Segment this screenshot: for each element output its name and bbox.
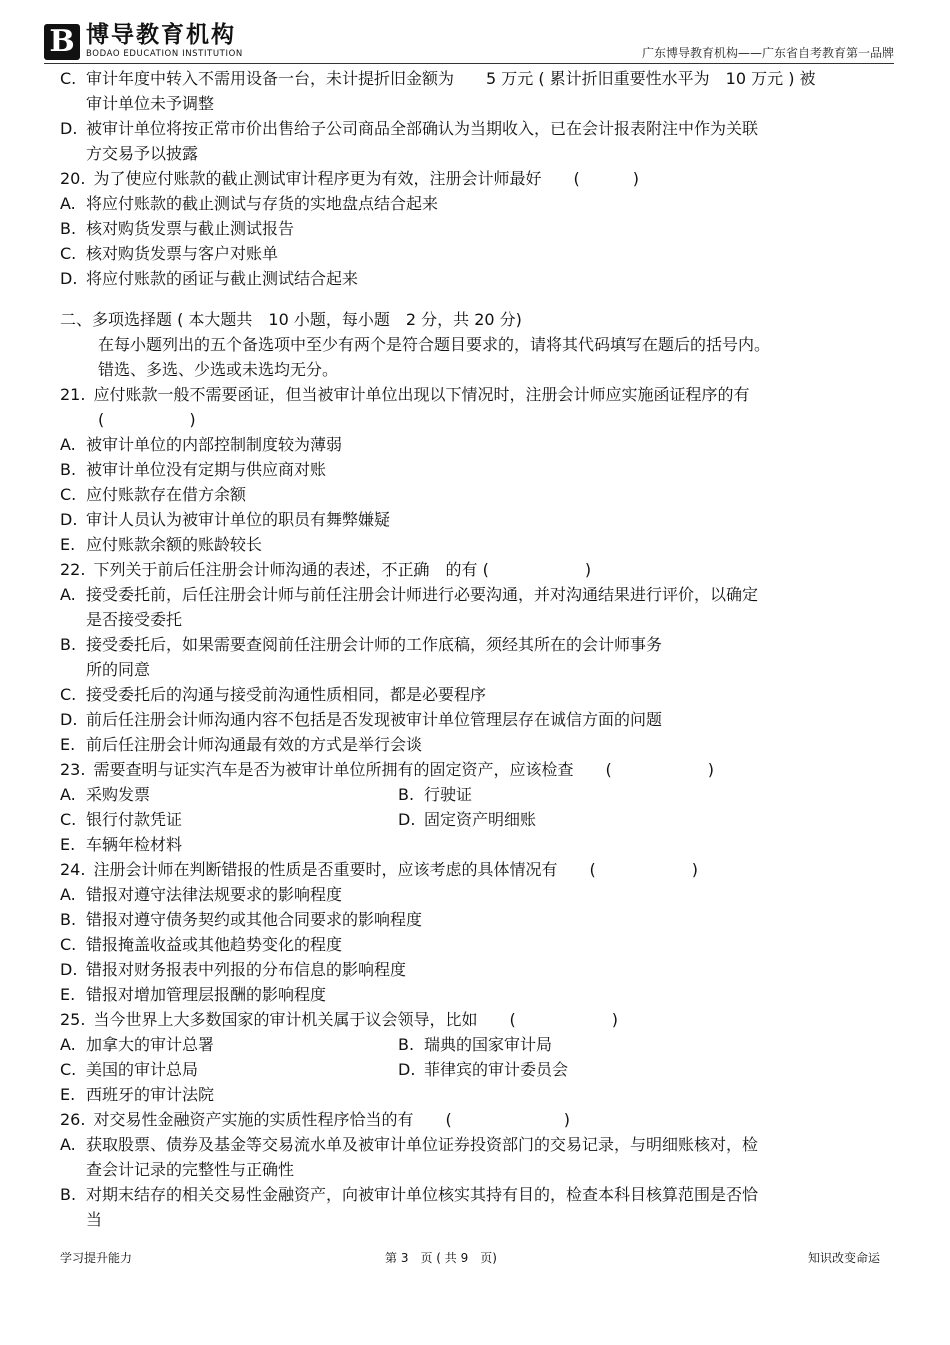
q21-option-d (60, 507, 895, 532)
logo-mark: B (44, 24, 80, 60)
option-key: A. (60, 435, 76, 454)
option-key: C. (60, 1060, 77, 1079)
page-content (60, 66, 895, 1232)
question-number: 23. (60, 760, 86, 779)
q24-option-b (60, 907, 895, 932)
question-text: 对交易性金融资产实施的实质性程序恰当的有 ( ) (93, 1110, 570, 1129)
option-text: 加拿大的审计总署 (86, 1035, 215, 1054)
section-instructions: 在每小题列出的五个备选项中至少有两个是符合题目要求的，请将其代码填写在题后的括号内。 (98, 335, 771, 354)
q21-option-e (60, 532, 895, 557)
q21-option-c (60, 482, 895, 507)
question-number: 21. (60, 385, 86, 404)
q23-option-a (60, 782, 398, 807)
option-text: 错报对遵守法律法规要求的影响程度 (86, 885, 343, 904)
option-text: 核对购货发票与客户对账单 (86, 244, 279, 263)
q20-option-b (60, 216, 895, 241)
option-key: B. (60, 219, 77, 238)
option-text: 将应付账款的函证与截止测试结合起来 (86, 269, 359, 288)
q22-option-b-continued: 所的同意 (86, 660, 151, 679)
option-text: 被审计单位将按正常市价出售给子公司商品全部确认为当期收入，已在会计报表附注中作为关联 (86, 119, 759, 138)
q20-option-d (60, 266, 895, 291)
option-text: 美国的审计总局 (86, 1060, 199, 1079)
option-key: A. (60, 194, 76, 213)
option-key: B. (60, 910, 77, 929)
q25-option-d (398, 1057, 736, 1082)
question-number: 26. (60, 1110, 86, 1129)
option-text: 菲律宾的审计委员会 (424, 1060, 569, 1079)
option-key: B. (60, 1185, 77, 1204)
q25-options-row (60, 1057, 895, 1082)
option-text: 车辆年检材料 (86, 835, 183, 854)
option-text: 接受委托后，如果需要查阅前任注册会计师的工作底稿，须经其所在的会计师事务 (86, 635, 663, 654)
q23-option-d (398, 807, 736, 832)
option-key: E. (60, 735, 76, 754)
question-text: 为了使应付账款的截止测试审计程序更为有效，注册会计师最好 ( ) (93, 169, 640, 188)
question-20-stem (60, 166, 895, 191)
question-number: 22. (60, 560, 86, 579)
footer-right-slogan: 知识改变命运 (807, 1251, 880, 1265)
option-text: 瑞典的国家审计局 (424, 1035, 553, 1054)
q25-options-row (60, 1032, 895, 1057)
q25-option-c (60, 1057, 398, 1082)
option-text: 对期末结存的相关交易性金融资产，向被审计单位核实其持有目的，检查本科目核算范围是否恰 (86, 1185, 759, 1204)
question-25-stem (60, 1007, 895, 1032)
option-text: 接受委托前，后任注册会计师与前任注册会计师进行必要沟通，并对沟通结果进行评价，以确定 (86, 585, 759, 604)
q23-options-row (60, 807, 895, 832)
q24-option-e (60, 982, 895, 1007)
question-text: 当今世界上大多数国家的审计机关属于议会领导，比如 ( ) (93, 1010, 618, 1029)
q20-option-c (60, 241, 895, 266)
option-text: 错报掩盖收益或其他趋势变化的程度 (86, 935, 343, 954)
q25-option-b (398, 1032, 736, 1057)
option-key: C. (60, 69, 77, 88)
q26-option-a-continued: 查会计记录的完整性与正确性 (86, 1160, 295, 1179)
page-footer (60, 1249, 880, 1269)
option-text: 前后任注册会计师沟通内容不包括是否发现被审计单位管理层存在诚信方面的问题 (86, 710, 663, 729)
q23-option-b (398, 782, 736, 807)
option-key: D. (60, 510, 78, 529)
option-key: A. (60, 885, 76, 904)
q21-option-b (60, 457, 895, 482)
header-slogan: 广东博导教育机构——广东省自考教育第一品牌 (641, 46, 894, 60)
q20-option-a (60, 191, 895, 216)
option-text: 审计人员认为被审计单位的职员有舞弊嫌疑 (86, 510, 391, 529)
q23-option-c (60, 807, 398, 832)
option-text: 行驶证 (424, 785, 473, 804)
option-key: C. (60, 810, 77, 829)
page-number: 第 3 页 ( 共 9 页) (385, 1251, 497, 1265)
q25-option-e (60, 1082, 895, 1107)
option-text: 固定资产明细账 (424, 810, 537, 829)
logo-english-name: BODAO EDUCATION INSTITUTION (86, 49, 243, 59)
option-c-continued: 审计单位未予调整 (86, 94, 215, 113)
option-key: A. (60, 1135, 76, 1154)
q23-options-row (60, 782, 895, 807)
q24-option-a (60, 882, 895, 907)
q22-option-a (60, 582, 895, 607)
q22-option-c (60, 682, 895, 707)
option-c (60, 66, 895, 91)
q24-option-c (60, 932, 895, 957)
section-instructions-continued: 错选、多选、少选或未选均无分。 (98, 360, 339, 379)
q22-option-d (60, 707, 895, 732)
q24-option-d (60, 957, 895, 982)
option-key: A. (60, 785, 76, 804)
option-key: B. (60, 635, 77, 654)
option-text: 审计年度中转入不需用设备一台，未计提折旧金额为 5 万元 ( 累计折旧重要性水平为 10 万元 ) 被 (86, 69, 816, 88)
question-number: 25. (60, 1010, 86, 1029)
option-key: B. (398, 1035, 415, 1054)
option-text: 错报对增加管理层报酬的影响程度 (86, 985, 327, 1004)
option-key: C. (60, 485, 77, 504)
question-text: 需要查明与证实汽车是否为被审计单位所拥有的固定资产，应该检查 ( ) (93, 760, 714, 779)
option-key: D. (398, 1060, 416, 1079)
q26-option-a (60, 1132, 895, 1157)
q26-option-b-continued: 当 (86, 1210, 103, 1229)
question-22-stem (60, 557, 895, 582)
logo (44, 22, 276, 62)
question-text: 下列关于前后任注册会计师沟通的表述， (93, 560, 382, 579)
option-key: E. (60, 835, 76, 854)
page-header (44, 22, 894, 64)
emphasized-text: 不正确 · · · (381, 557, 429, 582)
footer-left-slogan: 学习提升能力 (60, 1251, 133, 1265)
question-24-stem (60, 857, 895, 882)
option-text: 被审计单位没有定期与供应商对账 (86, 460, 327, 479)
option-key: D. (60, 269, 78, 288)
q22-option-b (60, 632, 895, 657)
q26-option-b (60, 1182, 895, 1207)
q25-option-a (60, 1032, 398, 1057)
question-text: 的有 ( ) (429, 560, 592, 579)
header-divider (44, 63, 894, 64)
question-21-stem (60, 382, 895, 407)
option-key: C. (60, 685, 77, 704)
question-text: 注册会计师在判断错报的性质是否重要时，应该考虑的具体情况有 ( ) (93, 860, 698, 879)
q22-option-a-continued: 是否接受委托 (86, 610, 183, 629)
option-key: A. (60, 585, 76, 604)
option-text: 西班牙的审计法院 (86, 1085, 215, 1104)
option-key: D. (60, 119, 78, 138)
option-key: B. (398, 785, 415, 804)
option-text: 应付账款存在借方余额 (86, 485, 247, 504)
q22-option-e (60, 732, 895, 757)
option-key: E. (60, 535, 76, 554)
logo-chinese-name: 博导教育机构 (86, 21, 236, 48)
answer-parentheses: ( ) (98, 410, 196, 429)
question-number: 20. (60, 169, 86, 188)
option-text: 将应付账款的截止测试与存货的实地盘点结合起来 (86, 194, 439, 213)
q23-option-e (60, 832, 895, 857)
section-title: 二、多项选择题 ( 本大题共 10 小题，每小题 2 分，共 20 分) (60, 310, 522, 329)
question-number: 24. (60, 860, 86, 879)
option-text: 接受委托后的沟通与接受前沟通性质相同，都是必要程序 (86, 685, 487, 704)
option-key: A. (60, 1035, 76, 1054)
option-text: 被审计单位的内部控制制度较为薄弱 (86, 435, 343, 454)
option-text: 采购发票 (86, 785, 151, 804)
option-text: 核对购货发票与截止测试报告 (86, 219, 295, 238)
option-key: C. (60, 244, 77, 263)
question-23-stem (60, 757, 895, 782)
option-text: 获取股票、债券及基金等交易流水单及被审计单位证券投资部门的交易记录，与明细账核对，检 (86, 1135, 759, 1154)
question-26-stem (60, 1107, 895, 1132)
option-text: 错报对财务报表中列报的分布信息的影响程度 (86, 960, 407, 979)
option-d-continued: 方交易予以披露 (86, 144, 199, 163)
option-text: 应付账款余额的账龄较长 (86, 535, 263, 554)
option-text: 错报对遵守债务契约或其他合同要求的影响程度 (86, 910, 423, 929)
option-key: C. (60, 935, 77, 954)
question-text: 应付账款一般不需要函证，但当被审计单位出现以下情况时，注册会计师应实施函证程序的有 (93, 385, 750, 404)
option-text: 前后任注册会计师沟通最有效的方式是举行会谈 (86, 735, 423, 754)
q21-option-a (60, 432, 895, 457)
option-key: D. (398, 810, 416, 829)
option-key: D. (60, 960, 78, 979)
option-key: D. (60, 710, 78, 729)
option-key: E. (60, 1085, 76, 1104)
option-key: E. (60, 985, 76, 1004)
option-text: 银行付款凭证 (86, 810, 183, 829)
option-key: B. (60, 460, 77, 479)
option-d (60, 116, 895, 141)
